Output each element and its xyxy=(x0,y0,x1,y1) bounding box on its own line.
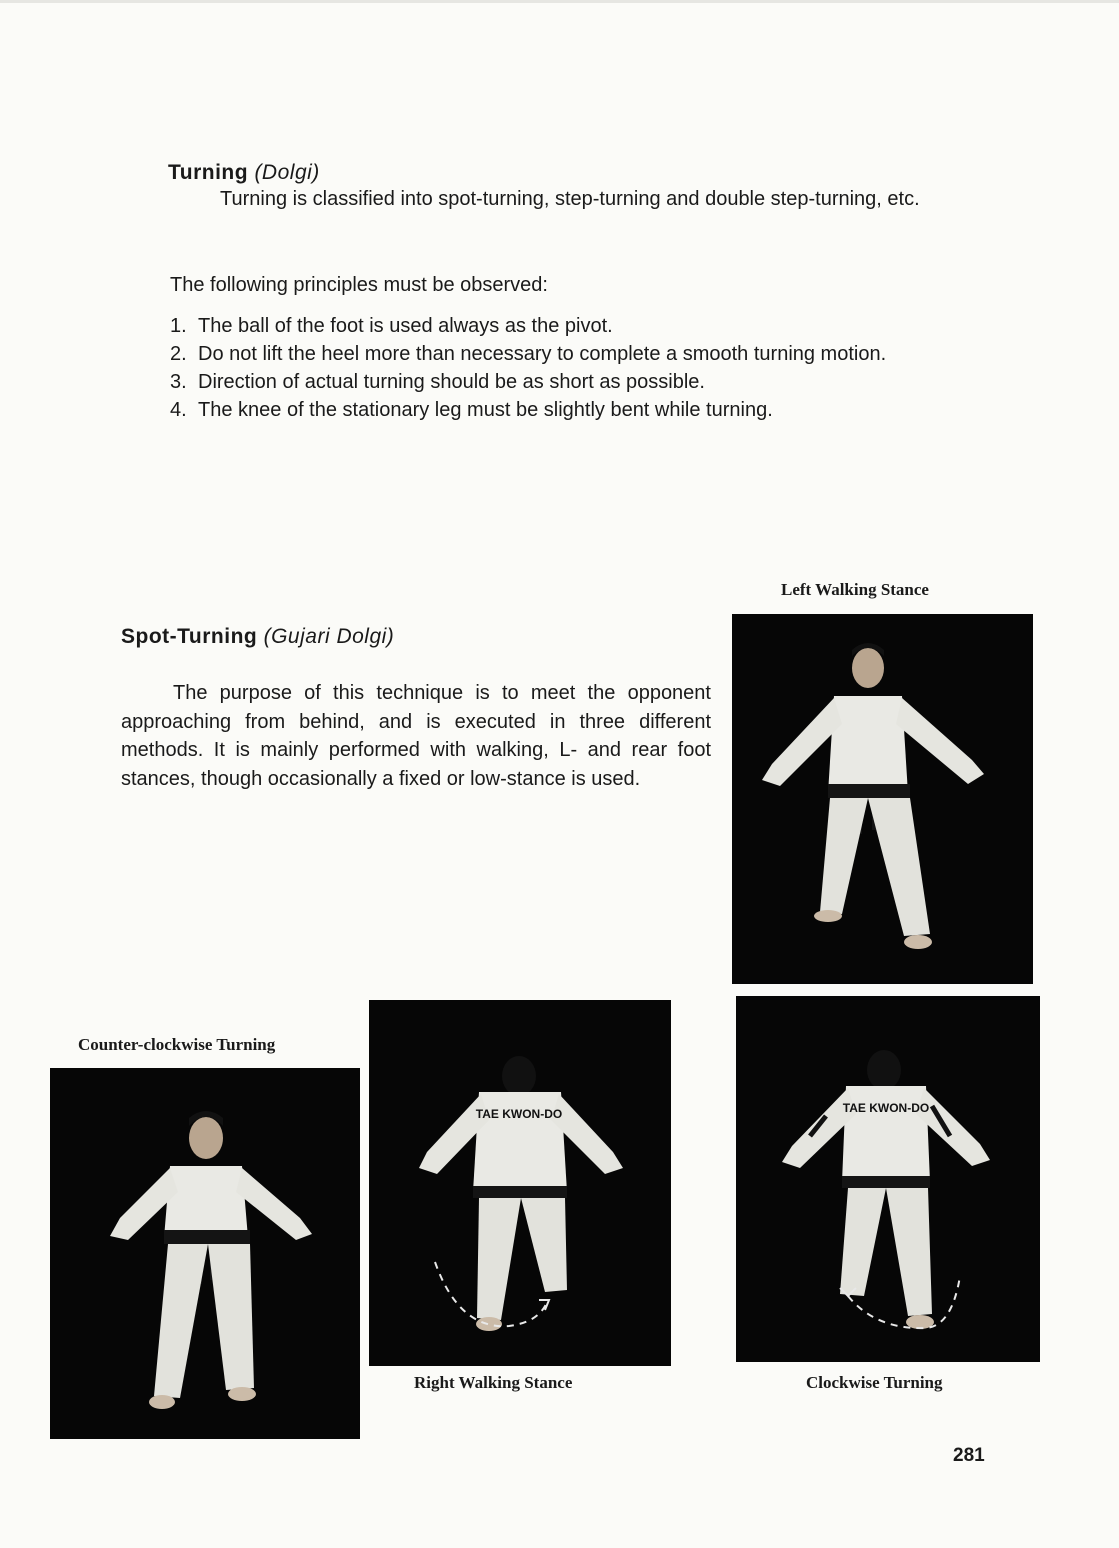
photo-counter-clockwise-turning xyxy=(50,1068,360,1439)
caption-counter-clockwise-turning: Counter-clockwise Turning xyxy=(78,1035,276,1054)
principles-list xyxy=(170,312,970,424)
photo-right-walking-stance xyxy=(369,1000,671,1366)
turning-title: Turning xyxy=(168,161,249,184)
figure-front-left-walking xyxy=(732,614,1033,984)
spot-turning-subtitle: (Gujari Dolgi) xyxy=(263,625,395,648)
figure-back-right-walking xyxy=(369,1000,671,1366)
list-item-text: Direction of actual turning should be as short as possible. xyxy=(198,371,705,393)
list-item-number: 2. xyxy=(170,343,187,365)
page-top-edge xyxy=(0,0,1119,3)
caption-right-walking-stance: Right Walking Stance xyxy=(414,1373,573,1392)
principles-lead: The following principles must be observed: xyxy=(170,274,548,296)
spot-turning-body: The purpose of this technique is to meet the opponent approaching from behind, and is executed in three different methods. It is mainly performed with walking, L- and rear foot stances, though occasionally a fixed or low-stance is used. xyxy=(121,682,711,790)
spot-turning-heading xyxy=(121,625,394,649)
caption-left-walking-stance: Left Walking Stance xyxy=(781,580,929,599)
list-item-number: 3. xyxy=(170,371,187,393)
spot-turning-title: Spot-Turning xyxy=(121,625,258,648)
caption-clockwise-turning: Clockwise Turning xyxy=(806,1373,943,1392)
turning-subtitle: (Dolgi) xyxy=(254,161,320,184)
uniform-back-text: TAE KWON-DO xyxy=(842,1101,930,1115)
page-number: 281 xyxy=(953,1445,985,1466)
list-item-text: The ball of the foot is used always as the pivot. xyxy=(198,315,613,337)
list-item xyxy=(170,312,970,340)
list-item-text: The knee of the stationary leg must be slightly bent while turning. xyxy=(198,399,773,421)
list-item xyxy=(170,340,970,368)
list-item xyxy=(170,396,970,424)
photo-clockwise-turning xyxy=(736,996,1040,1362)
list-item-number: 4. xyxy=(170,399,187,421)
figure-back-clockwise xyxy=(736,996,1040,1362)
turning-intro: Turning is classified into spot-turning, step-turning and double step-turning, etc. xyxy=(220,188,920,210)
list-item xyxy=(170,368,970,396)
list-item-number: 1. xyxy=(170,315,187,337)
list-item-text: Do not lift the heel more than necessary to complete a smooth turning motion. xyxy=(198,343,887,365)
turning-heading xyxy=(168,161,320,185)
figure-front-turning xyxy=(50,1068,360,1439)
photo-left-walking-stance xyxy=(732,614,1033,984)
uniform-back-text: TAE KWON-DO xyxy=(475,1107,563,1121)
